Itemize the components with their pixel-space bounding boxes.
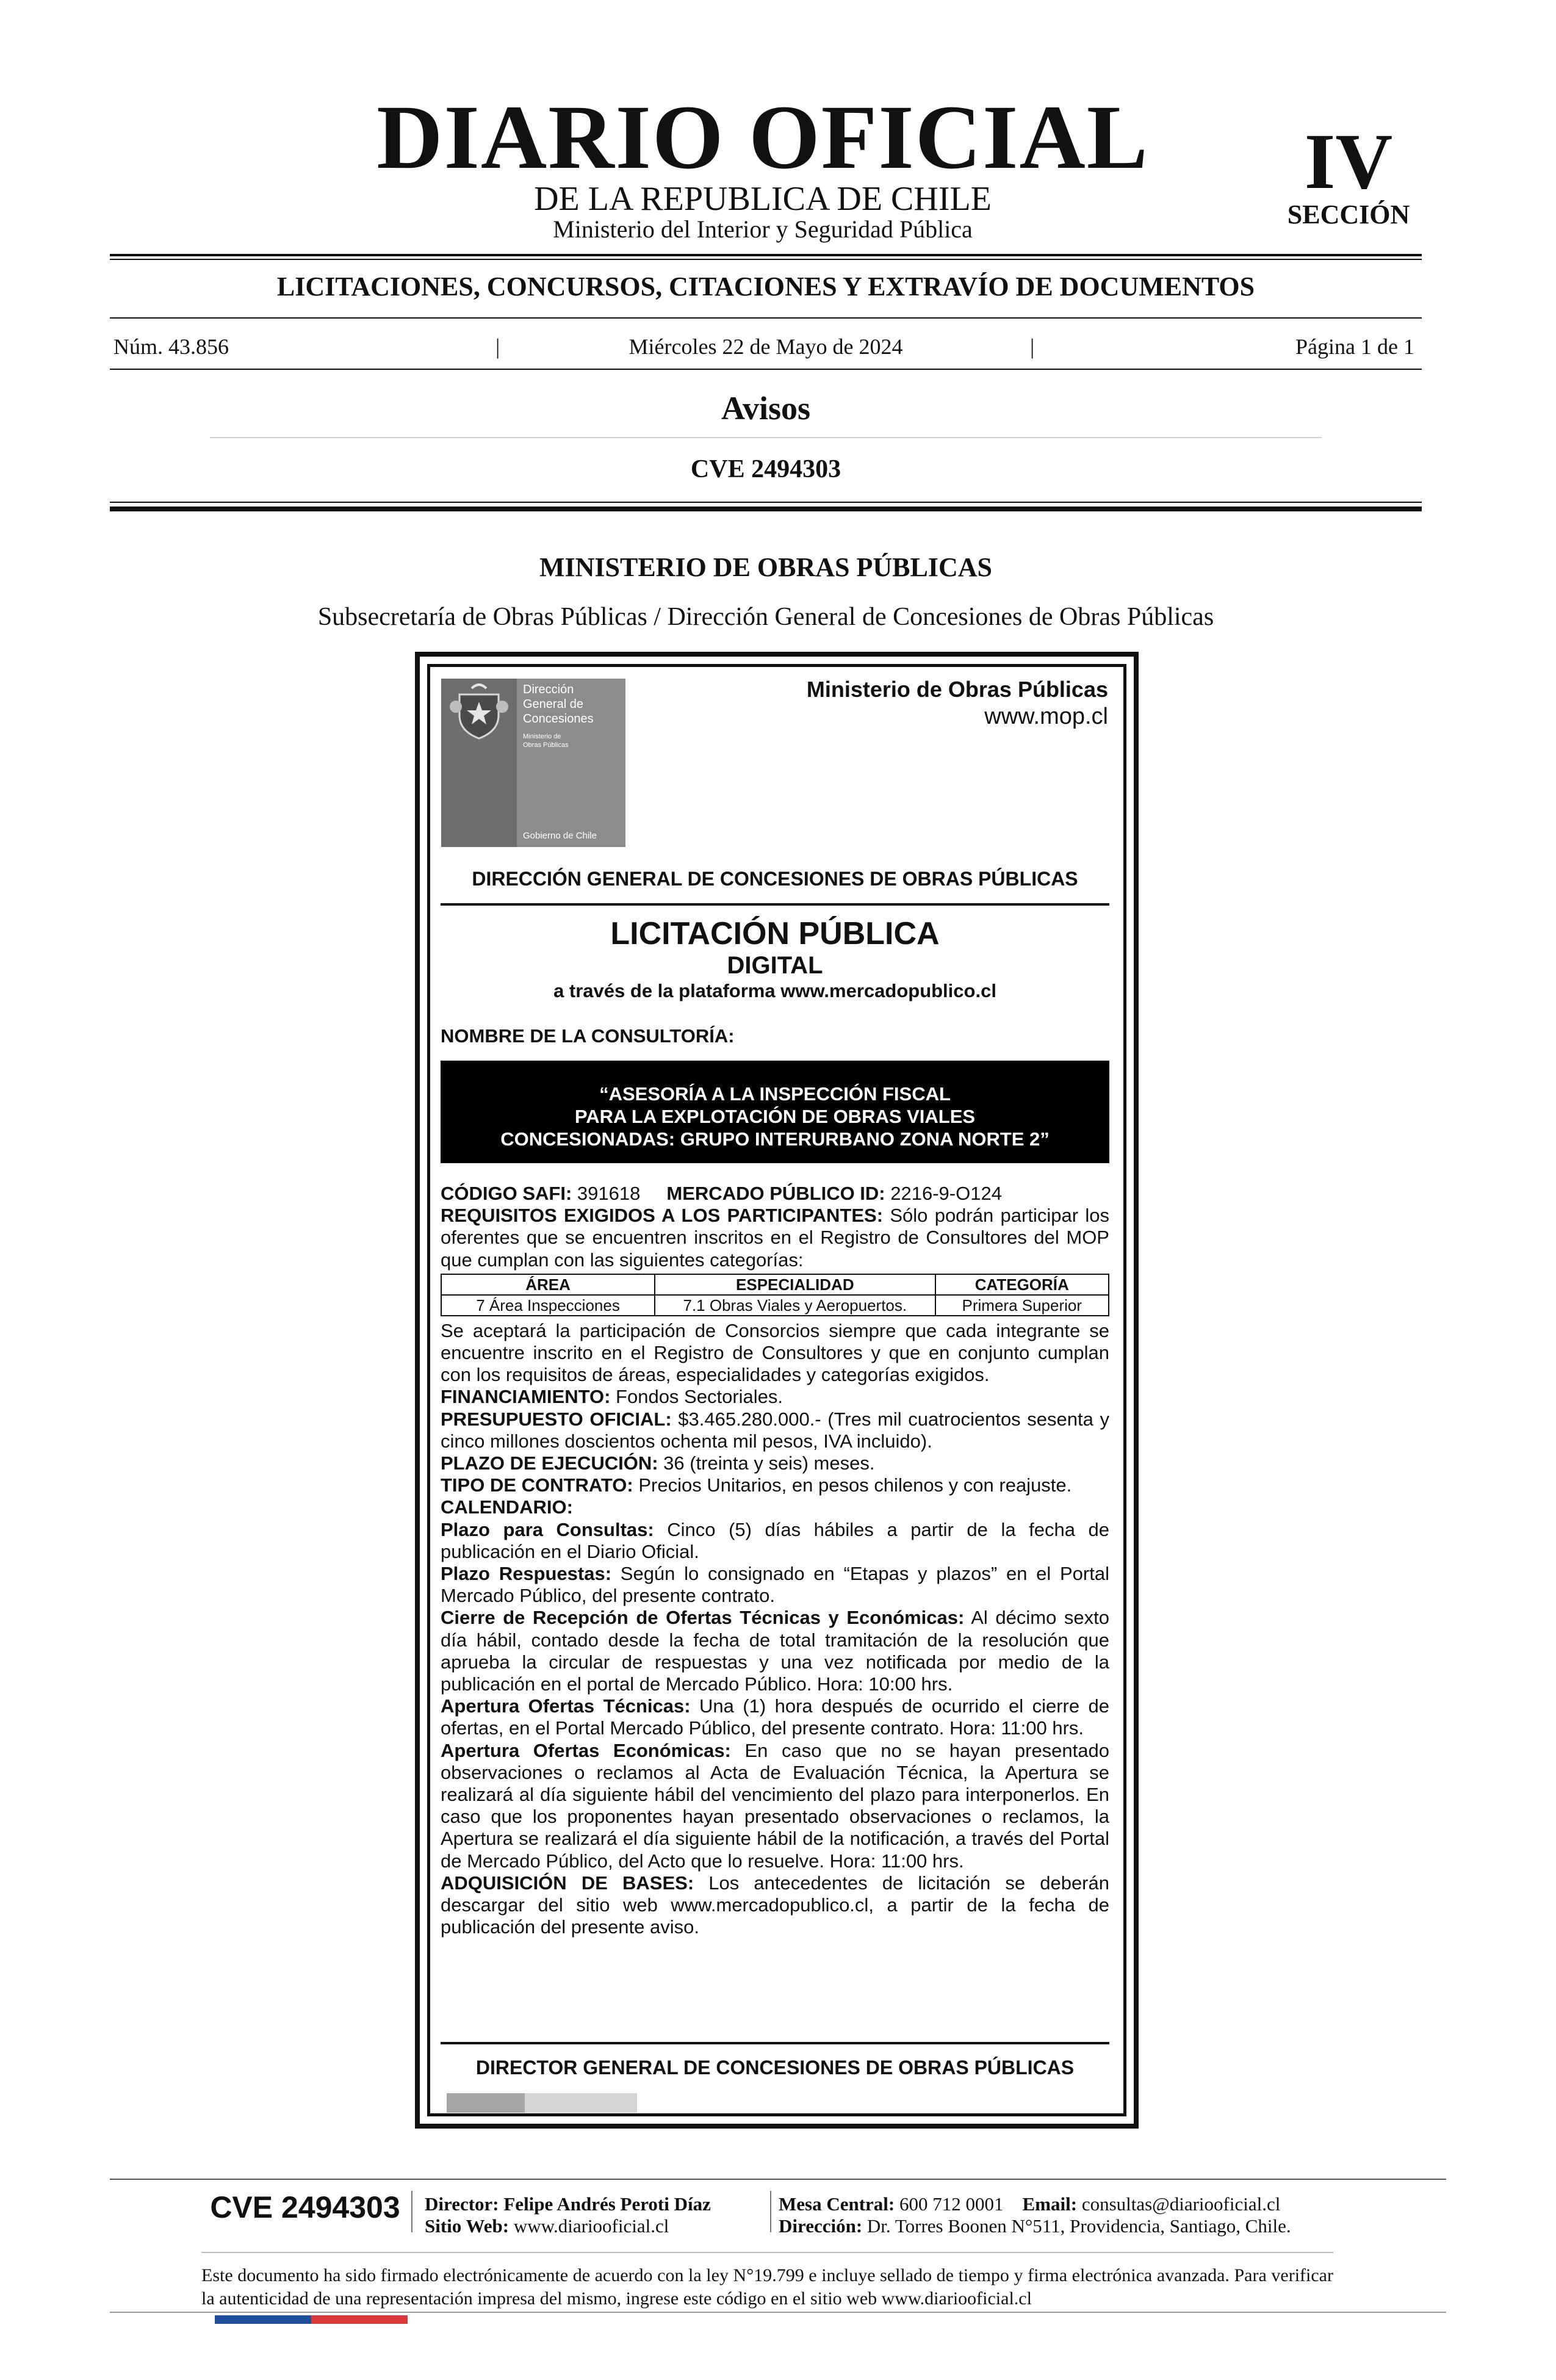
flag-stripe-blue: [215, 2315, 311, 2324]
publisher-title: MINISTERIO DE OBRAS PÚBLICAS: [539, 552, 993, 582]
consultancy-name-line: CONCESIONADAS: GRUPO INTERURBANO ZONA NORTE 2”: [500, 1128, 1050, 1150]
cve-code: CVE 2494303: [690, 455, 841, 483]
econ-opening-value: En caso que no se hayan presentado observaciones o reclamos al Acta de Evaluación Técnica, la Apertura se realizará al día siguiente hábil del vencimiento del plazo para interponerlos. En caso que los proponentes hayan presentado observaciones o reclamos, la Apertura se realizará el día siguiente hábil de la notificación, a través del Portal de Mercado Público, del Acto que lo resuelve. Hora: 11:00 hrs.: [441, 1739, 1109, 1872]
header-rule-bottom: [110, 369, 1422, 370]
answers-paragraph: [441, 1563, 1109, 1607]
bases-value: Los antecedentes de licitación se deberán descargar del sitio web www.mercadopublico.cl, a partir de la fecha de publicación del presente aviso.: [441, 1872, 1109, 1938]
requirements-paragraph: [441, 1205, 1109, 1271]
closing-paragraph: [441, 1607, 1109, 1695]
requirements-label: REQUISITOS EXIGIDOS A LOS PARTICIPANTES:: [441, 1205, 884, 1227]
header-rule-mid: [110, 317, 1422, 319]
budget-value: $3.465.280.000.- (Tres mil cuatrocientos sesenta y cinco millones doscientos ochenta mil pesos, IVA incluido).: [441, 1408, 1109, 1452]
logo-text-bottom: Gobierno de Chile: [523, 831, 597, 841]
ad-heading-rule: [441, 903, 1109, 906]
closing-label: Cierre de Recepción de Ofertas Técnicas y Económicas:: [441, 1607, 965, 1629]
header-rule-top-thin: [110, 259, 1422, 260]
tech-opening-label: Apertura Ofertas Técnicas:: [441, 1695, 691, 1717]
queries-value: Cinco (5) días hábiles a partir de la fecha de publicación en el Diario Oficial.: [441, 1518, 1109, 1562]
econ-opening-label: Apertura Ofertas Económicas:: [441, 1739, 731, 1761]
footer-rule-top: [110, 2179, 1446, 2180]
phone-value: 600 712 0001: [895, 2193, 1004, 2215]
logo-shield-block: [441, 679, 517, 847]
flag-stripe-red: [311, 2315, 408, 2324]
table-header-cell: CATEGORÍA: [935, 1274, 1109, 1295]
phone-label: Mesa Central:: [779, 2193, 895, 2215]
footer-separator: [411, 2191, 412, 2232]
site-link[interactable]: www.diariooficial.cl: [509, 2215, 669, 2237]
safi-value: 391618: [572, 1183, 641, 1204]
avisos-divider: [210, 437, 1322, 438]
table-header-cell: ESPECIALIDAD: [655, 1274, 935, 1295]
category-table-header: [441, 1274, 1109, 1295]
consultancy-name-line: PARA LA EXPLOTACIÓN DE OBRAS VIALES: [574, 1106, 976, 1127]
budget-paragraph: [441, 1408, 1109, 1452]
legal-notice: Este documento ha sido firmado electrónicamente de acuerdo con la ley N°19.799 e incluye sellado de tiempo y firma electrónica avanzada. Para verificar la autenticidad de una representación impresa del mismo, ingrese este código en el sitio web www.diariooficial.cl: [201, 2265, 1333, 2309]
ad-heading: DIRECCIÓN GENERAL DE CONCESIONES DE OBRAS PÚBLICAS: [472, 868, 1078, 890]
dgc-logo: [441, 679, 625, 847]
econ-opening-paragraph: [441, 1740, 1109, 1872]
footer-address: [779, 2216, 1291, 2235]
logo-text-line4: Ministerio de: [523, 733, 561, 740]
term-paragraph: [441, 1452, 1109, 1474]
mp-value: 2216-9-O124: [885, 1183, 1002, 1204]
contract-label: TIPO DE CONTRATO:: [441, 1474, 633, 1496]
tender-platform: a través de la plataforma www.mercadopublico.cl: [553, 980, 996, 1001]
email-label: Email:: [1022, 2193, 1078, 2215]
consultancy-name-line: “ASESORÍA A LA INSPECCIÓN FISCAL: [599, 1083, 951, 1105]
footer-rule-mid: [201, 2252, 1333, 2253]
header-rule-top: [110, 254, 1422, 256]
calendar-label: CALENDARIO:: [441, 1496, 573, 1518]
table-header-cell: ÁREA: [441, 1274, 655, 1295]
financing-value: Fondos Sectoriales.: [610, 1386, 783, 1408]
table-cell: 7.1 Obras Viales y Aeropuertos.: [655, 1295, 935, 1316]
email-link[interactable]: consultas@diariooficial.cl: [1077, 2193, 1281, 2215]
cve-rule-thick: [110, 507, 1422, 511]
director-label: Director:: [425, 2193, 499, 2215]
requirements-text: Sólo podrán participar los oferentes que se encuentren inscritos en el Registro de Consultores del MOP que cumplan con las siguientes categorías:: [441, 1205, 1109, 1271]
address-label: Dirección:: [779, 2215, 863, 2237]
term-value: 36 (treinta y seis) meses.: [658, 1452, 875, 1474]
consultancy-label: NOMBRE DE LA CONSULTORÍA:: [441, 1025, 735, 1047]
tender-title: LICITACIÓN PÚBLICA: [610, 916, 940, 951]
director-name: Felipe Andrés Peroti Díaz: [499, 2193, 711, 2215]
consultancy-name-box: [441, 1061, 1109, 1163]
footer-site: [425, 2216, 669, 2235]
meta-separator: |: [495, 334, 500, 359]
bases-paragraph: [441, 1872, 1109, 1939]
publisher-subtitle: Subsecretaría de Obras Públicas / Dirección General de Concesiones de Obras Públicas: [317, 603, 1214, 631]
financing-paragraph: [441, 1386, 1109, 1408]
cve-rule-thin: [110, 502, 1422, 503]
masthead-ministry: Ministerio del Interior y Seguridad Pública: [553, 215, 973, 243]
financing-label: FINANCIAMIENTO:: [441, 1386, 611, 1408]
budget-label: PRESUPUESTO OFICIAL:: [441, 1408, 672, 1430]
masthead-title: DIARIO OFICIAL: [376, 87, 1149, 188]
safi-label: CÓDIGO SAFI:: [441, 1183, 572, 1204]
masthead-subtitle: DE LA REPUBLICA DE CHILE: [534, 180, 992, 218]
term-label: PLAZO DE EJECUCIÓN:: [441, 1452, 658, 1474]
table-row: [441, 1295, 1109, 1316]
logo-text-line2: General de: [523, 698, 583, 711]
contract-value: Precios Unitarios, en pesos chilenos y con reajuste.: [633, 1474, 1072, 1496]
meta-separator: |: [1030, 334, 1035, 359]
issue-date: Miércoles 22 de Mayo de 2024: [629, 334, 903, 359]
issue-number: Núm. 43.856: [113, 334, 229, 359]
queries-label: Plazo para Consultas:: [441, 1518, 654, 1540]
site-label: Sitio Web:: [425, 2215, 510, 2237]
section-label: SECCIÓN: [1287, 200, 1410, 229]
table-cell: Primera Superior: [935, 1295, 1109, 1316]
ad-decor-bar-light: [525, 2093, 637, 2113]
closing-value: Al décimo sexto día hábil, contado desde la fecha de total tramitación de la resolución que aprueba la circular de respuestas y una vez notificada por medio de la publicación en el portal de Mercado Público. Hora: 10:00 hrs.: [441, 1607, 1109, 1695]
category-table: [441, 1274, 1109, 1316]
ad-signature: DIRECTOR GENERAL DE CONCESIONES DE OBRAS PÚBLICAS: [475, 2057, 1075, 2079]
page-count: Página 1 de 1: [1295, 334, 1414, 359]
footer-cve-code: CVE 2494303: [210, 2190, 400, 2224]
table-cell: 7 Área Inspecciones: [441, 1295, 655, 1316]
ad-decor-bar-dark: [447, 2093, 525, 2113]
consortium-paragraph: [441, 1320, 1109, 1387]
footer-contact: [779, 2194, 1280, 2213]
tech-opening-value: Una (1) hora después de ocurrido el cierre de ofertas, en el Portal Mercado Público, del presente contrato. Hora: 11:00 hrs.: [441, 1695, 1109, 1739]
section-banner: LICITACIONES, CONCURSOS, CITACIONES Y EXTRAVÍO DE DOCUMENTOS: [276, 272, 1255, 301]
ad-body: [441, 1183, 1109, 1939]
answers-label: Plazo Respuestas:: [441, 1563, 612, 1585]
queries-paragraph: [441, 1519, 1109, 1563]
address-value: Dr. Torres Boonen N°511, Providencia, Santiago, Chile.: [862, 2215, 1291, 2237]
footer-separator: [770, 2191, 771, 2232]
logo-text-line5: Obras Públicas: [523, 741, 569, 749]
mp-label: MERCADO PÚBLICO ID:: [666, 1183, 885, 1204]
bases-label: ADQUISICIÓN DE BASES:: [441, 1872, 694, 1894]
logo-text-line1: Dirección: [523, 683, 574, 696]
coat-of-arms-icon: [441, 679, 517, 746]
section-title: Avisos: [721, 390, 811, 427]
tender-modality: DIGITAL: [727, 952, 823, 979]
contract-paragraph: [441, 1474, 1109, 1496]
ministry-url: www.mop.cl: [984, 704, 1108, 729]
footer-rule-bottom: [110, 2312, 1446, 2313]
logo-text-line3: Concesiones: [523, 712, 594, 726]
consortium-text: Se aceptará la participación de Consorcios siempre que cada integrante se encuentre inscrito en el Registro de Consultores y que en conjunto cumplan con los requisitos de áreas, especialidades y categorías exigidos.: [441, 1319, 1109, 1386]
section-number: IV: [1304, 118, 1393, 206]
footer-director: [425, 2194, 711, 2213]
ministry-name: Ministerio de Obras Públicas: [806, 677, 1108, 702]
answers-value: Según lo consignado en “Etapas y plazos” en el Portal Mercado Público, del presente contrato.: [441, 1563, 1109, 1607]
codes-line: [441, 1183, 1109, 1205]
calendar-heading: [441, 1496, 1109, 1518]
signature-rule: [441, 2042, 1109, 2044]
tech-opening-paragraph: [441, 1695, 1109, 1739]
